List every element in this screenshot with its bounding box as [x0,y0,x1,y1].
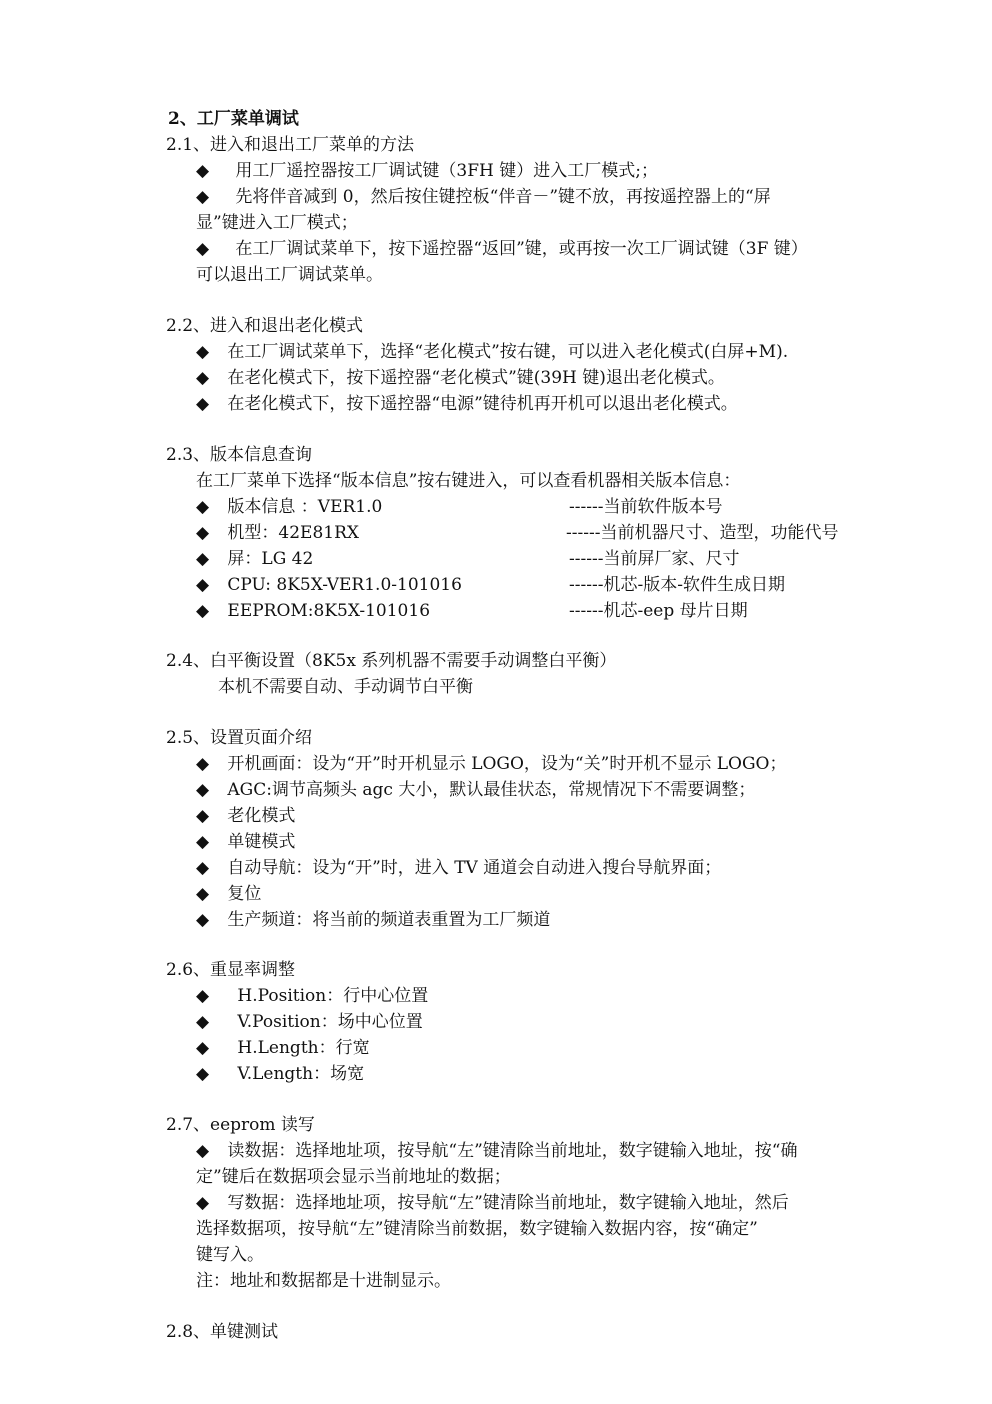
heading-2-3: 2.3、版本信息查询 [166,445,313,465]
bullet-text: 在老化模式下，按下遥控器“电源”键待机再开机可以退出老化模式。 [227,394,738,414]
diamond-bullet-icon: ◆ [196,394,210,414]
bullet-2-1-1 [196,158,658,184]
version-row-desc: ------机芯-eep 母片日期 [569,601,748,621]
diamond-bullet-icon: ◆ [196,858,210,878]
eeprom-note: 注：地址和数据都是十进制显示。 [196,1271,451,1291]
diamond-bullet-icon: ◆ [196,1064,210,1084]
version-row-desc: ------当前机器尺寸、造型，功能代号 [566,523,839,543]
overscan-item [196,1009,423,1035]
version-row [196,546,313,572]
bullet-2-2-2 [196,365,725,391]
diamond-bullet-icon: ◆ [196,523,210,543]
bullet-text: 先将伴音减到 0，然后按住键控板“伴音－”键不放，再按遥控器上的“屏 [235,187,771,207]
diamond-bullet-icon: ◆ [196,1038,210,1058]
bullet-2-1-3-cont: 可以退出工厂调试菜单。 [196,265,383,285]
diamond-bullet-icon: ◆ [196,884,210,904]
bullet-2-1-2 [196,184,771,210]
version-row-label: 屏：LG 42 [227,549,314,569]
version-row [196,598,430,624]
version-row [196,494,382,520]
version-row [196,520,359,546]
settings-item [196,751,786,777]
bullet-text: 用工厂遥控器按工厂调试键（3FH 键）进入工厂模式;； [235,161,658,181]
settings-item [196,777,755,803]
eeprom-read [196,1138,797,1164]
settings-item [196,855,721,881]
version-row-label: 机型：42E81RX [227,523,359,543]
heading-2-5: 2.5、设置页面介绍 [166,728,313,748]
overscan-item [196,1061,364,1087]
diamond-bullet-icon: ◆ [196,832,210,852]
settings-item-text: 复位 [227,884,262,904]
overscan-item-text: H.Position：行中心位置 [237,986,429,1006]
version-row-label: CPU: 8K5X-VER1.0-101016 [227,575,462,595]
version-row-desc: ------当前软件版本号 [569,497,723,517]
bullet-2-1-2-cont: 显”键进入工厂模式； [196,213,358,233]
diamond-bullet-icon: ◆ [196,1141,210,1161]
diamond-bullet-icon: ◆ [196,549,210,569]
settings-item-text: AGC:调节高频头 agc 大小，默认最佳状态，常规情况下不需要调整； [227,780,756,800]
version-row-label: EEPROM:8K5X-101016 [227,601,431,621]
settings-item-text: 自动导航：设为“开”时，进入 TV 通道会自动进入搜台导航界面； [227,858,722,878]
overscan-item-text: H.Length：行宽 [237,1038,370,1058]
bullet-text: 在老化模式下，按下遥控器“老化模式”键(39H 键)退出老化模式。 [227,368,725,388]
eeprom-write [196,1190,789,1216]
version-intro: 在工厂菜单下选择“版本信息”按右键进入，可以查看机器相关版本信息： [196,471,741,491]
diamond-bullet-icon: ◆ [196,497,210,517]
diamond-bullet-icon: ◆ [196,1193,210,1213]
diamond-bullet-icon: ◆ [196,368,210,388]
heading-2-6: 2.6、重显率调整 [166,960,296,980]
settings-item [196,829,295,855]
version-row-label: 版本信息 ：VER1.0 [227,497,383,517]
bullet-text: 在工厂调试菜单下，按下遥控器“返回”键，或再按一次工厂调试键（3F 键） [235,239,808,259]
section-title: 2、工厂菜单调试 [168,109,299,129]
heading-2-7: 2.7、eeprom 读写 [166,1115,315,1135]
settings-item [196,881,261,907]
settings-item-text: 开机画面：设为“开”时开机显示 LOGO，设为“关”时开机不显示 LOGO； [227,754,787,774]
version-row [196,572,462,598]
diamond-bullet-icon: ◆ [196,986,210,1006]
bullet-2-1-3 [196,236,808,262]
overscan-item [196,983,428,1009]
eeprom-write-cont: 键写入。 [196,1245,264,1265]
diamond-bullet-icon: ◆ [196,187,210,207]
diamond-bullet-icon: ◆ [196,754,210,774]
diamond-bullet-icon: ◆ [196,239,210,259]
diamond-bullet-icon: ◆ [196,575,210,595]
eeprom-write-text: 写数据：选择地址项，按导航“左”键清除当前地址，数字键输入地址，然后 [227,1193,789,1213]
settings-item [196,907,550,933]
overscan-item-text: V.Length：场宽 [237,1064,365,1084]
settings-item [196,803,295,829]
heading-2-8: 2.8、单键测试 [166,1322,279,1342]
heading-2-2: 2.2、进入和退出老化模式 [166,316,364,336]
eeprom-read-text: 读数据：选择地址项，按导航“左”键清除当前地址，数字键输入地址，按“确 [227,1141,798,1161]
diamond-bullet-icon: ◆ [196,161,210,181]
overscan-item-text: V.Position：场中心位置 [237,1012,423,1032]
diamond-bullet-icon: ◆ [196,806,210,826]
settings-item-text: 老化模式 [227,806,296,826]
diamond-bullet-icon: ◆ [196,780,210,800]
diamond-bullet-icon: ◆ [196,1012,210,1032]
settings-item-text: 生产频道：将当前的频道表重置为工厂频道 [227,910,551,930]
diamond-bullet-icon: ◆ [196,910,210,930]
diamond-bullet-icon: ◆ [196,342,210,362]
settings-item-text: 单键模式 [227,832,296,852]
version-row-desc: ------当前屏厂家、尺寸 [569,549,740,569]
overscan-item [196,1035,370,1061]
heading-2-4: 2.4、白平衡设置（8K5x 系列机器不需要手动调整白平衡） [166,651,617,671]
bullet-2-2-3 [196,391,738,417]
bullet-2-2-1 [196,339,788,365]
white-balance-text: 本机不需要自动、手动调节白平衡 [218,677,473,697]
heading-2-1: 2.1、进入和退出工厂菜单的方法 [166,135,415,155]
bullet-text: 在工厂调试菜单下，选择“老化模式”按右键，可以进入老化模式(白屏+M). [227,342,789,362]
version-row-desc: ------机芯-版本-软件生成日期 [569,575,785,595]
eeprom-read-cont: 定”键后在数据项会显示当前地址的数据； [196,1167,511,1187]
eeprom-write-cont: 选择数据项，按导航“左”键清除当前数据，数字键输入数据内容，按“确定” [196,1219,758,1239]
diamond-bullet-icon: ◆ [196,601,210,621]
